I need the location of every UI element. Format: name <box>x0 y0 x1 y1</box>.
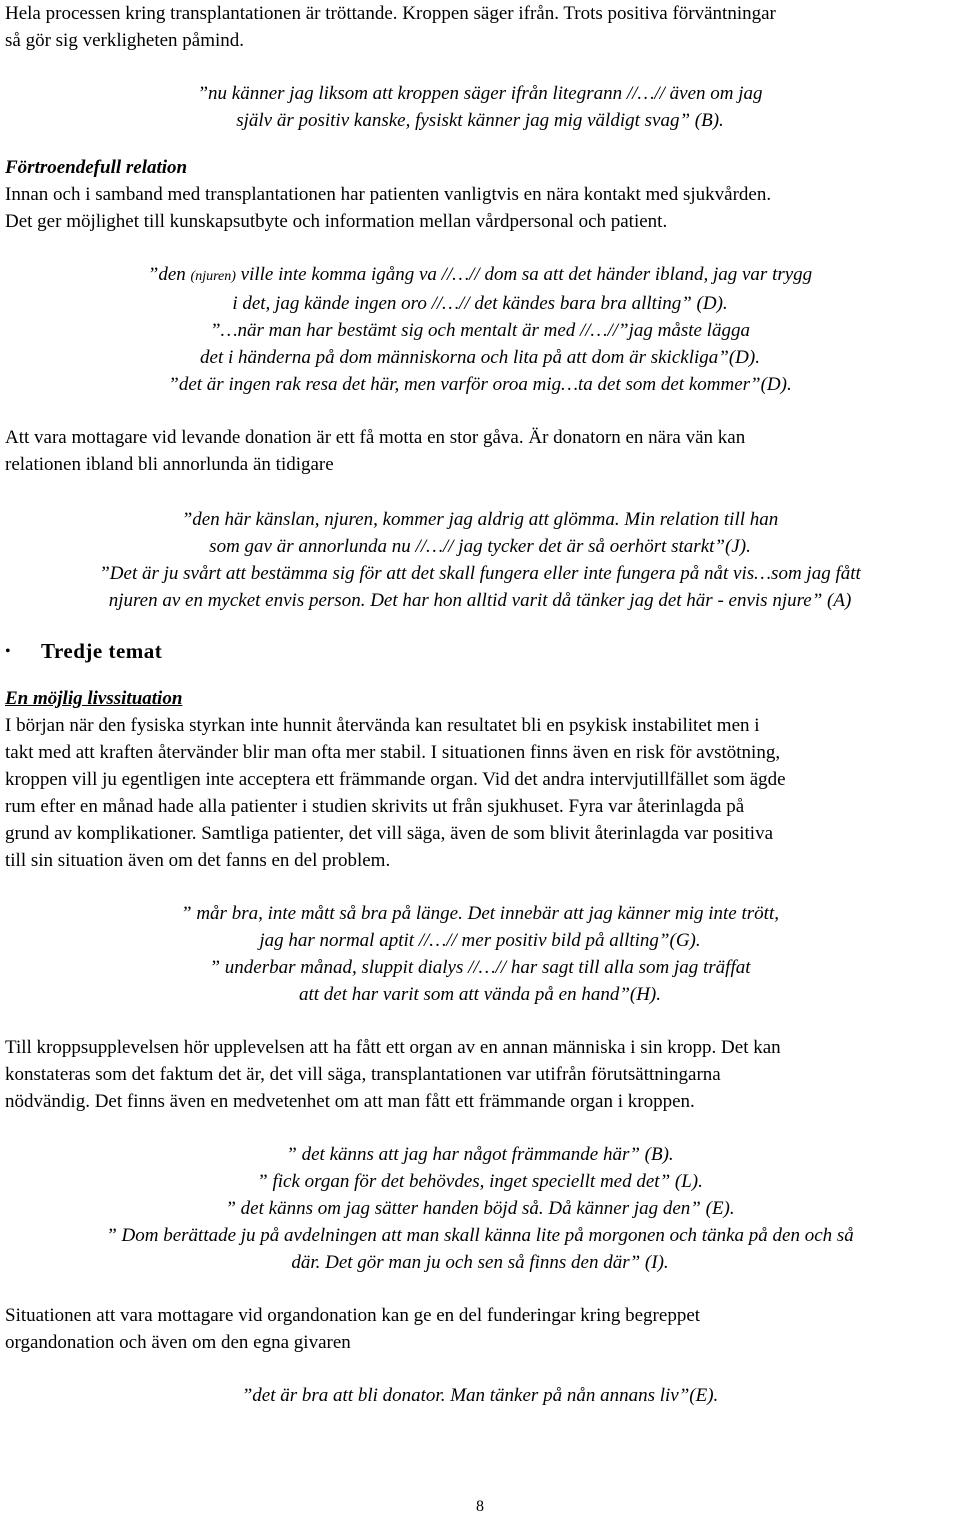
quote-line: det i händerna på dom människorna och lita på att dom är skickliga”(D). <box>200 347 760 368</box>
quote-line: ”…när man har bestämt sig och mentalt är med //…//”jag måste lägga <box>210 320 750 341</box>
quote-block-5 <box>5 1141 955 1276</box>
quote-block-2 <box>5 261 955 398</box>
text-line: relationen ibland bli annorlunda än tidigare <box>5 454 334 475</box>
section-trust <box>5 154 955 235</box>
quote-line: i det, jag kände ingen oro //…// det kändes bara bra allting” (D). <box>232 293 728 314</box>
text-line: nödvändig. Det finns även en medvetenhet om att man fått ett främmande organ i kroppen. <box>5 1091 695 1112</box>
quote-line: ” mår bra, inte mått så bra på länge. Det innebär att jag känner mig inte trött, <box>181 903 779 924</box>
theme-heading <box>5 638 955 665</box>
section-life <box>5 685 955 874</box>
text-line: Det ger möjlighet till kunskapsutbyte och information mellan vårdpersonal och patient. <box>5 211 668 232</box>
section-heading: En möjlig livssituation <box>5 688 183 709</box>
quote-line: ”det är bra att bli donator. Man tänker på nån annans liv”(E). <box>241 1385 719 1406</box>
text-line: Situationen att vara mottagare vid organdonation kan ge en del funderingar kring begreppet <box>5 1305 701 1326</box>
quote-line: ” Dom berättade ju på avdelningen att man skall känna lite på morgonen och tänka på den och så <box>106 1225 854 1246</box>
page-number: 8 <box>476 1498 484 1515</box>
text-line: så gör sig verkligheten påmind. <box>5 30 245 51</box>
para-organ <box>5 1302 955 1356</box>
quote-line: att det har varit som att vända på en hand”(H). <box>298 984 662 1005</box>
quote-line: ” det känns att jag har något främmande här” (B). <box>286 1144 674 1165</box>
quote-line <box>5 261 955 290</box>
quote-line: ” fick organ för det behövdes, inget speciellt med det” (L). <box>257 1171 703 1192</box>
quote-block-3 <box>5 506 955 614</box>
quote-fragment-small: (njuren) <box>190 269 236 284</box>
text-line: till sin situation även om det fanns en del problem. <box>5 850 391 871</box>
quote-line: ”den här känslan, njuren, kommer jag aldrig att glömma. Min relation till han <box>181 509 779 530</box>
text-line: Hela processen kring transplantationen är tröttande. Kroppen säger ifrån. Trots positiva förväntningar <box>5 3 776 24</box>
quote-line: ” underbar månad, sluppit dialys //…// har sagt till alla som jag träffat <box>209 957 751 978</box>
section-heading: Förtroendefull relation <box>5 157 188 178</box>
text-line: Innan och i samband med transplantationen har patienten vanligtvis en nära kontakt med sjukvården. <box>5 184 772 205</box>
quote-line: ”Det är ju svårt att bestämma sig för att det skall fungera eller inte fungera på nåt vis…som jag fått <box>99 563 861 584</box>
text-line: organdonation och även om den egna givaren <box>5 1332 351 1353</box>
quote-fragment: ”den <box>147 264 191 285</box>
quote-line: som gav är annorlunda nu //…// jag tycker det är så oerhört starkt”(J). <box>209 536 751 557</box>
document-page <box>5 0 955 1409</box>
intro-paragraph <box>5 0 955 54</box>
quote-line: själv är positiv kanske, fysiskt känner jag mig väldigt svag” (B). <box>236 110 724 131</box>
para-donation <box>5 424 955 478</box>
quote-line: där. Det gör man ju och sen så finns den där” (I). <box>291 1252 669 1273</box>
bullet-icon: • <box>5 643 11 660</box>
theme-title: Tredje temat <box>41 639 163 663</box>
quote-block-6 <box>5 1382 955 1409</box>
quote-line: njuren av en mycket envis person. Det har hon alltid varit då tänker jag det här - envis njure” (A) <box>108 590 852 611</box>
quote-block-4 <box>5 900 955 1008</box>
quote-line: ”det är ingen rak resa det här, men varför oroa mig…ta det som det kommer”(D). <box>168 374 792 395</box>
quote-line: ”nu känner jag liksom att kroppen säger ifrån litegrann //…// även om jag <box>197 83 763 104</box>
quote-block-1 <box>5 80 955 134</box>
text-line: takt med att kraften återvänder blir man ofta mer stabil. I situationen finns även en risk för avstötning, <box>5 742 781 763</box>
text-line: grund av komplikationer. Samtliga patienter, det vill säga, även de som blivit återinlagda var positiva <box>5 823 774 844</box>
text-line: Till kroppsupplevelsen hör upplevelsen att ha fått ett organ av en annan människa i sin kropp. Det kan <box>5 1037 781 1058</box>
quote-line: ” det känns om jag sätter handen böjd så. Då känner jag den” (E). <box>225 1198 735 1219</box>
quote-fragment: ville inte komma igång va //…// dom sa att det händer ibland, jag var trygg <box>235 264 813 285</box>
text-line: Att vara mottagare vid levande donation är ett få motta en stor gåva. Är donatorn en nära vän kan <box>5 427 746 448</box>
text-line: I början när den fysiska styrkan inte hunnit återvända kan resultatet bli en psykisk instabilitet men i <box>5 715 760 736</box>
text-line: konstateras som det faktum det är, det vill säga, transplantationen var utifrån förutsättningarna <box>5 1064 721 1085</box>
text-line: rum efter en månad hade alla patienter i studien skrivits ut från sjukhuset. Fyra var återinlagda på <box>5 796 745 817</box>
para-body <box>5 1034 955 1115</box>
text-line: kroppen vill ju egentligen inte acceptera ett främmande organ. Vid det andra intervjutillfället som ägde <box>5 769 786 790</box>
quote-line: jag har normal aptit //…// mer positiv bild på allting”(G). <box>259 930 701 951</box>
